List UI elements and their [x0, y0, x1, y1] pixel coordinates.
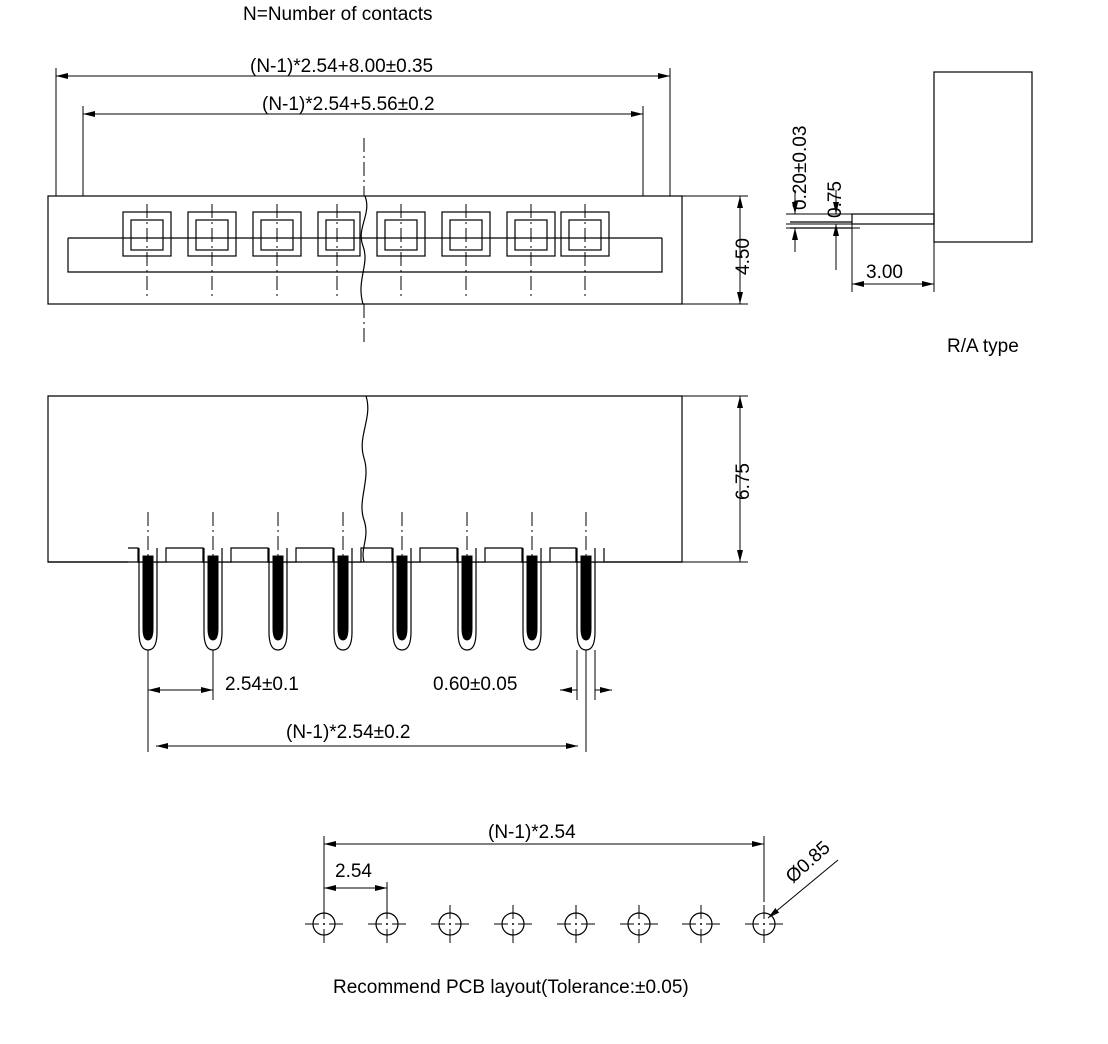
pcb-layout-caption: Recommend PCB layout(Tolerance:±0.05) [333, 977, 689, 998]
side-view-caption: R/A type [947, 336, 1019, 357]
top-view-outer-dimension: (N-1)*2.54+8.00±0.35 [250, 56, 434, 77]
front-view-group [48, 396, 748, 752]
top-view-inner-dimension: (N-1)*2.54+5.56±0.2 [262, 94, 435, 115]
front-view-span-dimension: (N-1)*2.54±0.2 [286, 722, 411, 743]
front-view-pin-width-dimension: 0.60±0.05 [433, 674, 518, 695]
side-view-group [786, 72, 1032, 292]
pcb-hole-diameter-dimension: Ø0.85 [782, 837, 835, 888]
front-view-height-dimension: 6.75 [733, 463, 754, 500]
side-view-thickness-dimension: 0.20±0.03 [790, 125, 811, 210]
front-view-pitch-dimension: 2.54±0.1 [225, 674, 299, 695]
pcb-pitch-dimension: 2.54 [335, 861, 372, 882]
pcb-span-dimension: (N-1)*2.54 [488, 822, 576, 843]
side-view-width-dimension: 3.00 [866, 262, 903, 283]
title-note: N=Number of contacts [243, 4, 433, 25]
pcb-layout-group [305, 836, 838, 943]
top-view-height-dimension: 4.50 [733, 238, 754, 275]
side-view-offset-dimension: 0.75 [825, 181, 846, 218]
